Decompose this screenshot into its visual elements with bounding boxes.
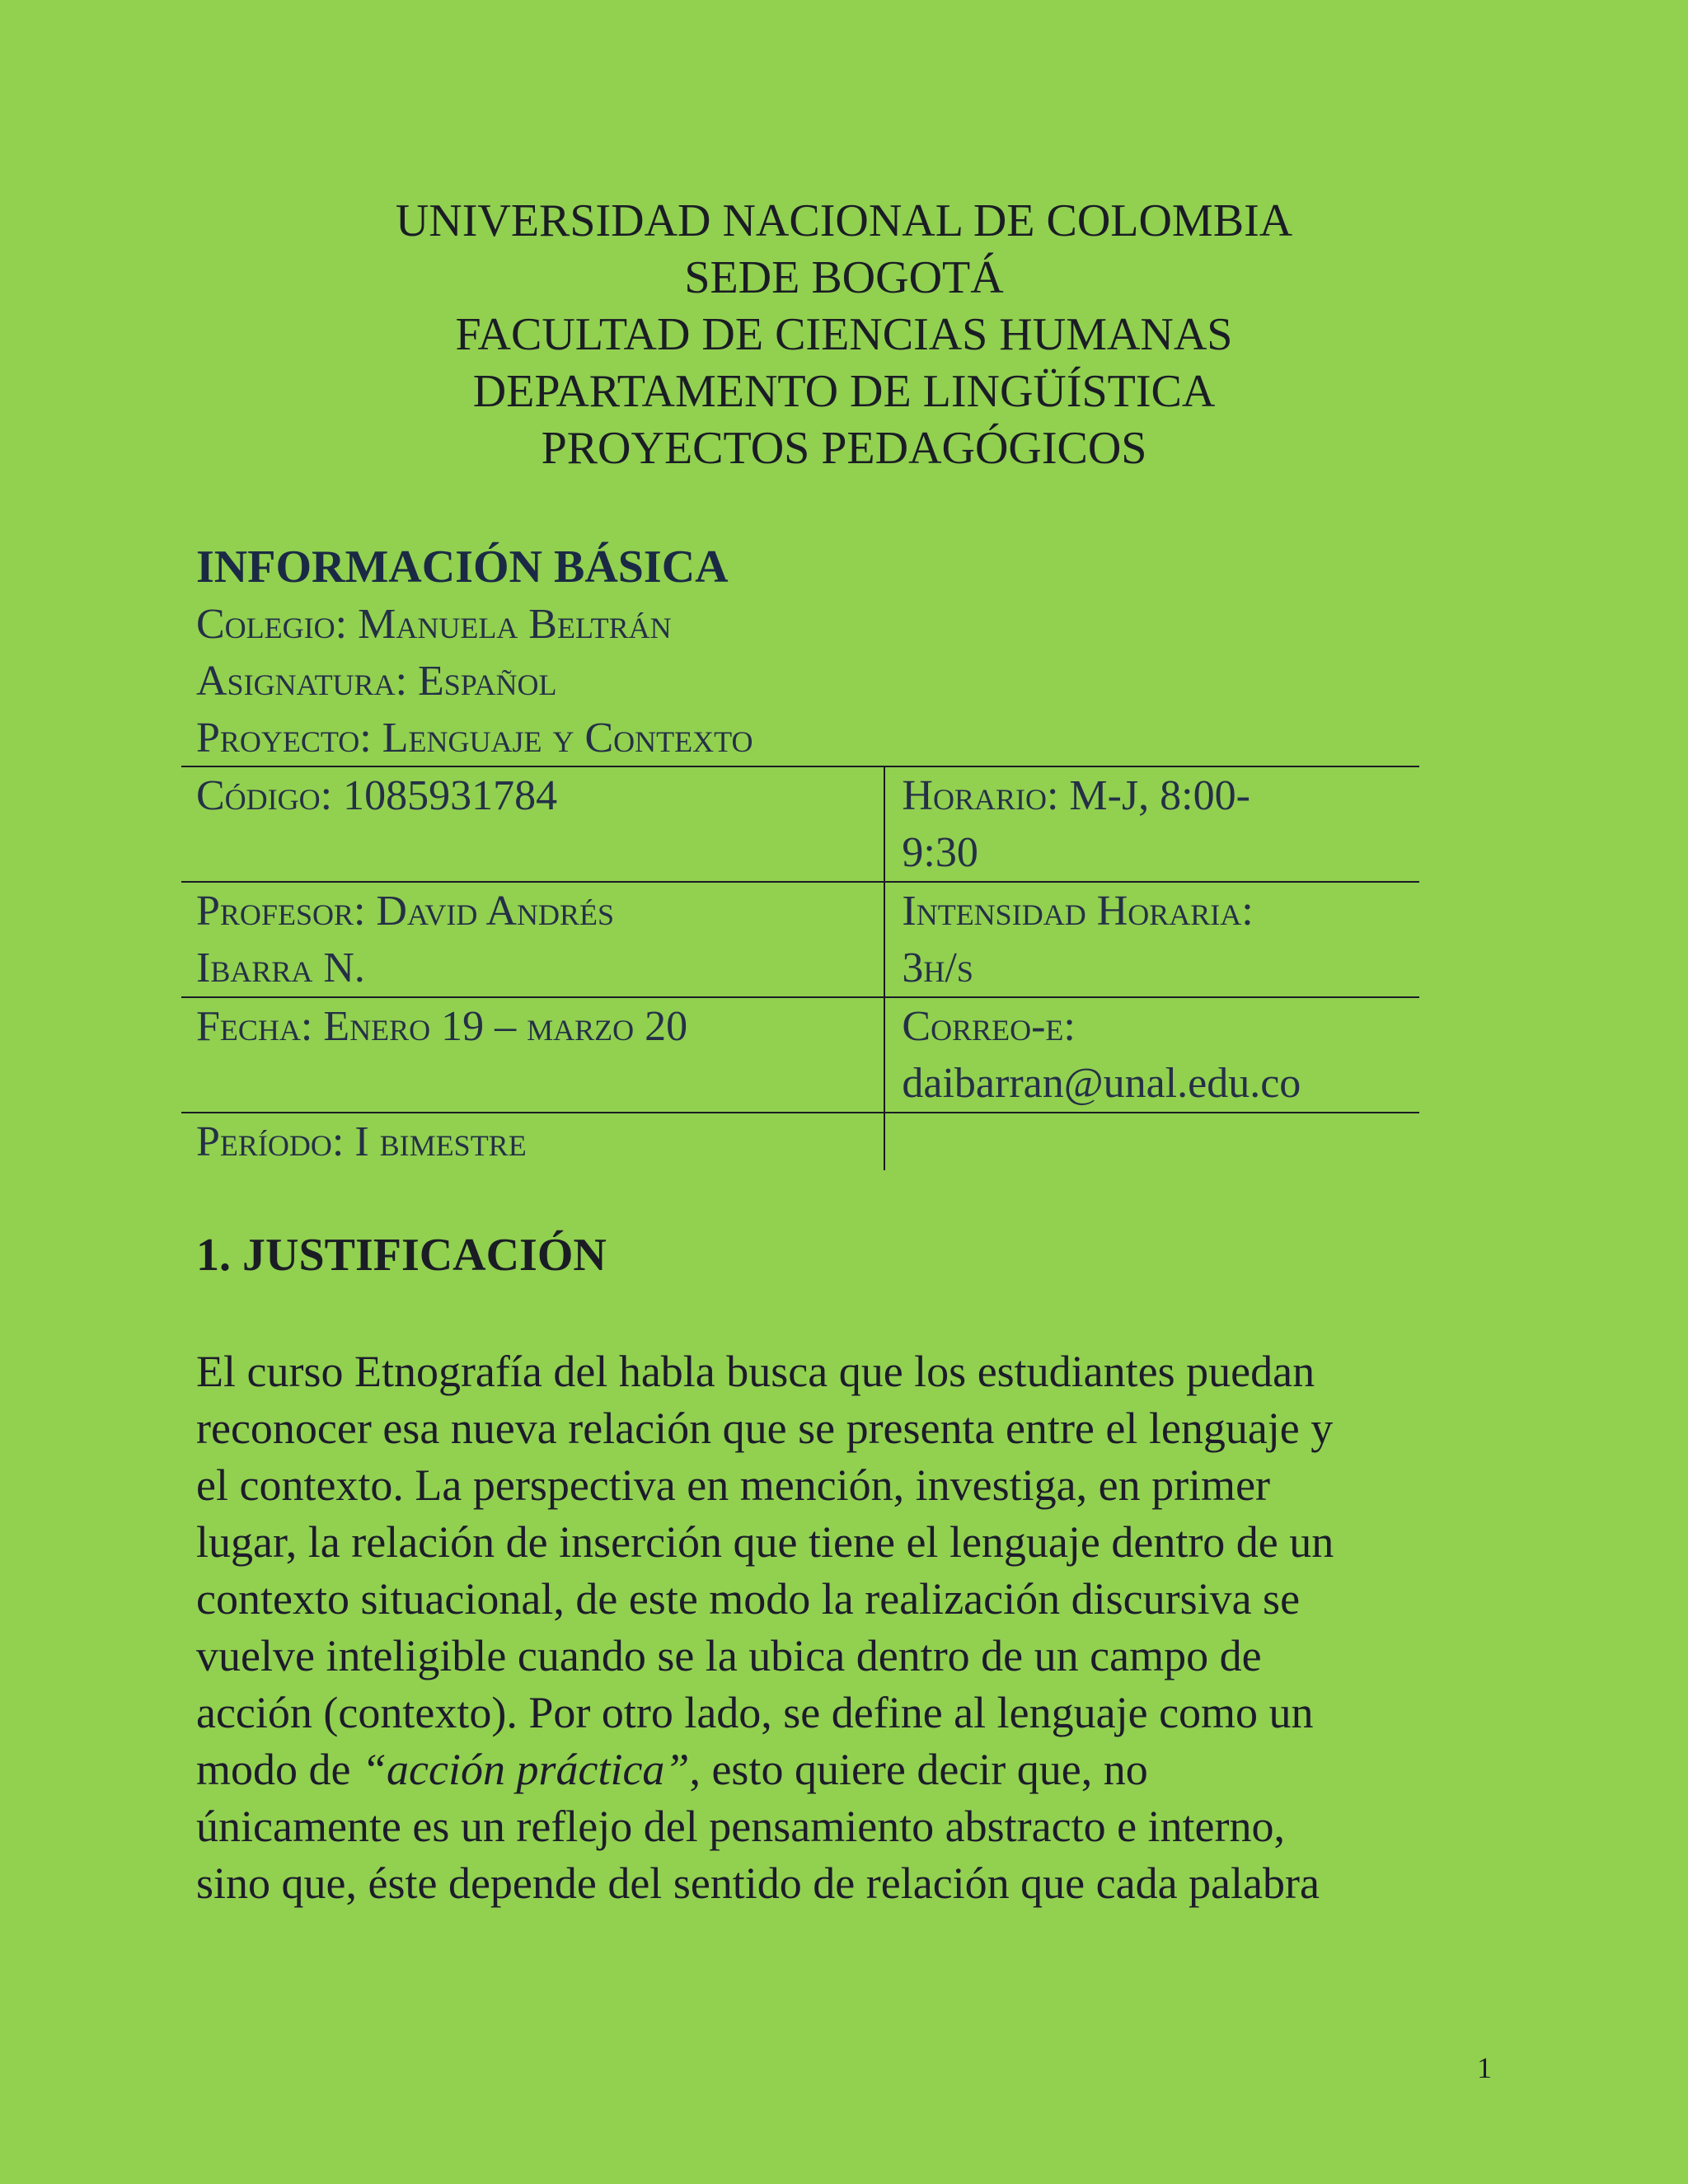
intensidad-text-1: Intensidad Horaria: xyxy=(902,888,1254,935)
header-campus: SEDE BOGOTÁ xyxy=(684,252,1004,303)
basic-info-title: INFORMACIÓN BÁSICA xyxy=(196,541,729,593)
table-row xyxy=(181,882,1419,997)
fecha-cell xyxy=(181,997,884,1113)
paragraph-line: lugar, la relación de inserción que tiene el lenguaje dentro de un xyxy=(196,1517,1334,1567)
line-prefix: modo de xyxy=(196,1745,362,1794)
basic-info-table xyxy=(181,766,1419,1170)
intensidad-cell xyxy=(884,882,1419,997)
section-title-justificacion: 1. JUSTIFICACIÓN xyxy=(196,1230,607,1281)
intensidad-text-2: 3h/s xyxy=(902,944,973,991)
periodo-cell xyxy=(181,1113,884,1170)
document-header xyxy=(0,193,1688,477)
horario-text-1: Horario: M-J, 8:00- xyxy=(902,772,1250,819)
table-row xyxy=(181,997,1419,1113)
paragraph-line: El curso Etnografía del habla busca que los estudiantes puedan xyxy=(196,1347,1315,1396)
fecha-text: Fecha: Enero 19 – marzo 20 xyxy=(196,1003,688,1050)
page-number: 1 xyxy=(1477,2051,1492,2084)
codigo-cell xyxy=(181,766,884,882)
paragraph-line: contexto situacional, de este modo la realización discursiva se xyxy=(196,1574,1301,1624)
table-row xyxy=(181,766,1419,882)
paragraph-line: únicamente es un reflejo del pensamiento abstracto e interno, xyxy=(196,1802,1285,1851)
paragraph-line: acción (contexto). Por otro lado, se define al lenguaje como un xyxy=(196,1688,1314,1737)
codigo-text: Código: 1085931784 xyxy=(196,772,558,819)
emphasis-text: “acción práctica” xyxy=(361,1745,690,1794)
paragraph-line-emphasis xyxy=(196,1741,1482,1798)
empty-cell xyxy=(884,1113,1419,1170)
header-faculty: FACULTAD DE CIENCIAS HUMANAS xyxy=(455,309,1233,360)
paragraph-line: vuelve inteligible cuando se la ubica dentro de un campo de xyxy=(196,1631,1262,1680)
correo-label: Correo-e: xyxy=(902,1003,1076,1050)
line-suffix: , esto quiere decir que, no xyxy=(689,1745,1148,1794)
header-university: UNIVERSIDAD NACIONAL DE COLOMBIA xyxy=(395,195,1293,246)
correo-link[interactable]: daibarran@unal.edu.co xyxy=(902,1060,1301,1107)
periodo-text: Período: I bimestre xyxy=(196,1118,527,1165)
profesor-cell xyxy=(181,882,884,997)
header-department: DEPARTAMENTO DE LINGÜÍSTICA xyxy=(472,366,1216,417)
asignatura-line: Asignatura: Español xyxy=(196,658,557,705)
profesor-text-2: Ibarra N. xyxy=(196,944,365,991)
correo-cell xyxy=(884,997,1419,1113)
proyecto-line: Proyecto: Lenguaje y Contexto xyxy=(196,715,753,762)
colegio-line: Colegio: Manuela Beltrán xyxy=(196,601,672,648)
paragraph-line: reconocer esa nueva relación que se presenta entre el lenguaje y xyxy=(196,1404,1334,1453)
profesor-text-1: Profesor: David Andrés xyxy=(196,888,615,935)
paragraph-line: sino que, éste depende del sentido de relación que cada palabra xyxy=(196,1858,1320,1908)
header-projects: PROYECTOS PEDAGÓGICOS xyxy=(541,423,1147,474)
horario-text-2: 9:30 xyxy=(902,829,978,876)
justificacion-paragraph xyxy=(196,1343,1482,1912)
paragraph-line: el contexto. La perspectiva en mención, investiga, en primer xyxy=(196,1460,1271,1510)
table-row xyxy=(181,1113,1419,1170)
horario-cell xyxy=(884,766,1419,882)
